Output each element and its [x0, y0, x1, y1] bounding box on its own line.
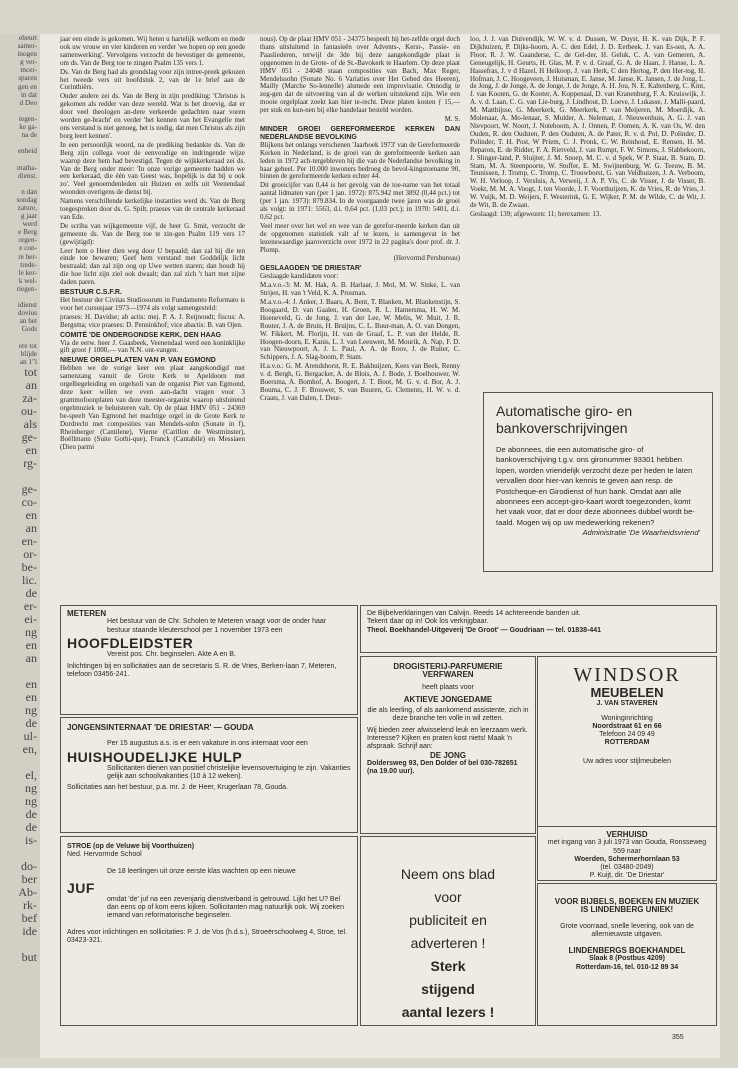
publicity-line: Sterk	[430, 958, 466, 974]
lindenberg-ad	[537, 883, 717, 1026]
ad-info: Adres voor inlichtingen en sollicitaties: P. J. de Vos (h.d.s.), Stroeërschoolweg 4, Stroe, tel. 03423-321.	[67, 928, 348, 945]
article-heading: COMITÉ 'DE ONDERGONDSE KERK, DEN HAAG	[60, 331, 222, 339]
ad-line: Tekent daar op in! Ook los verkrijgbaar.	[367, 618, 489, 626]
publicity-line: aantal lezers !	[401, 1004, 495, 1020]
publicity-lines	[367, 863, 529, 1024]
ad-line: Uw adres voor stijlmeubelen	[583, 757, 671, 765]
giro-notice	[483, 392, 713, 572]
windsor-logo: WINDSOR	[573, 664, 681, 686]
article-paragraph: H.a.v.o.: G. M. Arendshorst, R. E. Bakhuijzen, Kees van Beek, Renny v. d. Bergh, G. Bergacker, A. de Blois, A. J. Bode, J. Boelhouwer, W. Boersma, A. Bomhof, A. Boogert, J. T. Boot, M. G. v. d. Bor, A. J. Bouma, C. J. F. Brouwer, S. van Buuren, G. Clements, H. W. v. d. Craats, J. van Dalen, I. Deur-	[260, 362, 460, 402]
ad-body: Wij bieden zeer afwisselend leuk en leerzaam werk. Interesse? Kijken en praten kost niets! Maak 'n afspraak. Schrijf aan:	[367, 726, 528, 751]
ad-name: DE JONG	[429, 750, 466, 760]
ad-title: VOOR BIJBELS, BOEKEN EN MUZIEK	[554, 897, 700, 906]
ad-line: Woninginrichting	[601, 714, 653, 722]
publicity-line: voor	[434, 889, 462, 905]
article-paragraph: jaar een einde is gekomen. Wij heten u hartelijk welkom en mede ook uw vrouw en vier kinderen en verder 'we hopen op een goede samenwerking'. Vervolgens verzocht de bevestiger de gemeente, om ds. Van de Berg toe te zingen Psalm 135 vers 1.	[60, 35, 245, 67]
article-paragraph: Geslaagd: 139; afgewezen: 11; herexamen: 13.	[470, 209, 602, 218]
ad-intro: De 18 leerlingen uit onze eerste klas wachten op een nieuwe	[107, 867, 296, 875]
ad-job-title: JUF	[67, 879, 95, 896]
ad-info: Inlichtingen bij en sollicitaties aan de secretaris S. R. de Vries, Berken-laan 7, Meteren, telefoon 03456-241.	[67, 663, 337, 679]
gutter-text: ebeurt samer- inogen g ver- mcer- sparen gen en in dat d Deo tegen- ke ga- na de enheid matha- dienst. n dan sondag zature, g jaar werd e Berg orgen- e con- re her- trede- le ker- k wel- riegen- idienst dovius an het Gods ere tot blijde an 1"i	[16, 34, 37, 366]
windsor-ad	[537, 656, 717, 834]
ad-line: P. Kuijt, dir. 'De Driestar'	[589, 872, 665, 880]
ad-line: Theol. Boekhandel-Uitgeverij 'De Groot' — Goudriaan — tel. 01838-441	[367, 626, 601, 634]
ad-info: Sollicitaties aan het bestuur, p.a. mr. J. de Heer, Krugerlaan 78, Gouda.	[67, 784, 289, 792]
article-heading: GESLAAGDEN 'DE DRIESTAR'	[260, 265, 362, 273]
ad-address: Rotterdam-16, tel. 010-12 89 34	[575, 963, 679, 971]
article-paragraph: Namens verschillende kerkelijke instanties werd ds. Van de Berg toegesproken door ds. G. Spilt, praeses van de centrale kerkeraad van Ede.	[60, 197, 245, 221]
article-paragraph: Via de eerw. heer J. Gaasbeek, Veenendaal werd een koninklijke gift groot ƒ 1000,— van N.N. ont-vangen.	[60, 338, 245, 355]
article-column-1	[60, 36, 245, 453]
article-paragraph: M.a.v.o.-4: J. Anker, J. Baars, A. Bent, T. Blanken, M. Blankenstijn, S. Boogaard, D. van Gaalen, H. Groen, R. L. Hamersma, H. W. M. Hoeneveld, G. de Jong, J. van der Lee, W. Melis, W. Muit, J. R. Router, J. A. de Bruin, H. Bruijns, C. L. Buur-man, A. O. van Dongen, W. Fikkert, M. Florijn, H. van de Graaf, L. P. van der Helde, R. Hoogen-doorn, E. Kanis, L. J. van Leeuwen, M. Mourik, A. Nap, F. D. van Nieuwpoort, A. J. L. Paul, A. A. de Roov, J. de Ruiter, C. Schippers, J. A. Slag-boom, P. Stam.	[260, 298, 460, 362]
drogisterij-ad	[360, 656, 536, 834]
publicity-line: publiciteit en	[409, 912, 487, 928]
left-page-gutter	[0, 34, 40, 1058]
article-paragraph: Blijkens het onlangs verschenen 'Jaarboek 1973' van de Gereformeerde Kerken in Nederland, is de groei van de gereformeerde kerken aan leden in 1972 ach-tergebleven bij die van de Nederlandse bevolking in haar geheel. Per 10.000 inwoners bedroeg de bevol-kingstoename 90, binnen de gereformeerde kerken echter 44.	[260, 140, 460, 181]
publicity-line: stijgend	[421, 981, 475, 997]
article-paragraph: Ds. Van de Berg had als grondslag voor zijn intree-preek gekozen het tweede vers uit hoofdstuk 2, van de 1e brief aan de Corinthiërs.	[60, 67, 245, 92]
stroe-ad	[60, 836, 358, 1026]
ad-title: STROE (op de Veluwe bij Voorthuizen)	[67, 843, 195, 850]
page-number: 355	[672, 1034, 684, 1041]
article-paragraph: Dit groeicijfer van 0,44 is het gevolg van de toe-name van het totaal aantal lidmaten van (per 1 jan. 1972): 875.942 met 3892 (0,44 pct.) tot (per 1 jan. 1973): 879.834. In de voorgaande twee jaren was de groei als volgt: in 1971: 5563, d.i. 0,64 pct. (1,03 pct.); in 1970: 5401, d.i. 0,62 pct.	[260, 181, 460, 221]
article-paragraph: (Hervormd Persbureau)	[393, 254, 460, 263]
ad-body: Grote voorraad, snelle levering, ook van de allernieuwste uitgaven.	[560, 922, 694, 938]
article-paragraph: Leer hem o Heer dien weg door U bepaald; dan zal hij die ten einde toe bewaren; Geef hem verstand met Goddelijk licht bestraald; dan zal zijn oog op Uwe wetten staren; dan houdt hij die hoe licht zijn ziel ook dwaalt; dan zal zich 't hart met zijne daden paren.	[60, 246, 245, 287]
ad-line: heeft plaats voor	[422, 683, 474, 691]
ad-body: omdat 'de' juf na een zevenjarig dienstverband is getrouwd. Lijkt het U? Bel dan eens op of kom eens kijken. Sollicitanten mag natuurlijk ook. Wij zoeken iemand van reformatorische beginselen.	[107, 895, 344, 920]
ad-line: De Bijbelverklaringen van Calvijn. Reeds 14 achtereende banden uit.	[367, 610, 581, 617]
article-paragraph: In een persoonlijk woord, na de prediking bedankte ds. Van de Berg zijn collega voor de eenvoudige en indringende wijze waarop deze hem had bevestigd. Tegen de wijkkerkeraad zei ds. Van de Berg onder meer: 'In onze vorige gemeente hadden we een kerkeraad, die één van Geest was, hopelijk is dat bij u ook zo'. Veel genoemdenleden uit Huizen en zelfs uit Veenendaal woonden overigens de dienst bij.	[60, 140, 245, 197]
ad-body: Sollicitanten dienen van positief christelijke levensovertuiging te zijn. Vakanties gelijk aan schoolvakanties (10 à 12 weken).	[107, 764, 351, 780]
ad-body: die als leerling, of als aankomend assistente, zich in deze branche ten volle in wil zetten.	[367, 707, 529, 723]
driestar-ad	[60, 717, 358, 833]
ad-line: Woerden, Schermerhornlaan 53	[574, 855, 680, 863]
article-column-3	[470, 36, 705, 220]
ad-line: (tel. 03480-2049)	[600, 864, 654, 872]
ad-name: J. VAN STAVEREN	[596, 700, 658, 708]
ad-title: JONGENSINTERNAAT 'DE DRIESTAR' — GOUDA	[67, 723, 254, 732]
article-paragraph: Het bestuur der Civitas Studiosorum in Fundamento Reformato is voor het cursusjaar 1973—1974 als volgt samengesteld:	[60, 296, 245, 312]
verhuisd-ad	[537, 826, 717, 881]
article-paragraph: Geslaagde kandidaten voor:	[260, 272, 339, 281]
giro-body: De abonnees, die een automatische giro- of bankoverschijving t.g.v. ons gironummer 93301 hebben lopen, worden vriendelijk verzocht deze per heden te laten vervallen door hier-van kennis te geven aan resp. de Postcheque-en Girodienst of hun bank. Omdat aan alle abonnees een accept-giro-kaart wordt toegezonden, komt het vaak voor, dat er door deze abonnees dubbel wordt be-taald. Mogen wij op uw medewerking rekenen?	[496, 445, 695, 527]
article-heading: MINDER GROEI GEREFORMEERDE KERKEN DAN NEDERLANDSE BEVOLKING	[260, 125, 460, 141]
publicity-line: Neem ons blad	[400, 866, 496, 882]
ad-name: LINDENBERGS BOEKHANDEL	[568, 946, 686, 956]
article-paragraph: De scriba van wijkgemeente vijf, de heer G. Smit, verzocht de gemeente ds. Van de Berg toe te zin-gen Psalm 119 vers 17 (gewijzigd):	[60, 221, 245, 246]
article-paragraph: loo, J. J. van Duivendijk, W. W. v. d. Dussen, W. Duyst, H. K. van Dijk, P. F. Dijkhuizen, P. Dijks-hoorn, A. C. den Edel, J. D. Eerbeek, J. van Es-sen, A. A. Floor, R. J. W. Gaanderse, C. de Gel-der, H. Geluk, C. A. van Gemeren, A. Geneugelijk, H. Geurts, H. Glas, M. P. v. d. Graaf, G. A. de Haan, J. Hanse, L. A. Hassefras, J. v d Hazel, H Heikoop, J. van Herk, C den Hertog, P. den Her-tog, H. Hofman, J. C. Hoogeveen, J. Huisman, E. Janse, M. Janse, K. Jansen, J. de Jong, L. de Jong, J. de Jonge, A. de Jonge, J. de Jonge, A. H. Jou, N. E. Kaltenberg, C. Kint, J. van Kooten, G. de Kooter, A. Koppenaal, D. van Kranenburg, F. A. Kruiswijk, J. A. v. d. Laan, C. G. van Lie-burg, J. Lindhout, D. Loeve, J. Lukasse, J. Malli-paard, M. Matthijsse, G. Meerkerk, G. Meerkerk, P. van Meijeren, M. Moerdijk, A. Molenaar, A. Mo-lenaar, S. Mulder, A. Neleman, J. Nieuwenhuis, A. G. J. van Nievpoort, W. Noort, J. Noteboom, A. J. Onnen, P. Oomen, A. K. van Os, W. den Ouden, R. den Oudsten, P. den Oudsten, A. de Pater, R. v. d. Pol, D. Polinder, D. Polinder, T. H. Post, W Priem, C. J. Pronk, C. W. Reinhoud, E. Rensen, H. M. Reparon, E. de Ridder, F. A. Rietveld, J. van Rumpt, F. W. Simons, J. Slabbekoorn, J. Slinger-land, P. Sluijter, J. M. Snoep, M. C. v. d Spek, W P. Staat, B. Stam, D. Stam, M. A. Steenpoorte, W. Stoffer, E. M. Swijnenburg, W. G. Teeuw, B. M. Teunissen, J. Tromp, C. Tromp, C. Trouwborst, G. van Veldhuizen, J. A. Verboom, W. H. Verloop, J. Versluis, A. Verweij, J. A. P. Vis, C. de Visser, J. de Visser, B. Voekt, M. M. A. Voogt, J. ten Voorde, J. F. Voorthuijzen, K. de Vries, R. de Vries, J. W. Vuijk, M. D. Weijers, F. Westerink, G. E. Wijker, P. M. de Wilde, C. de Wit, J. de Wit, B. de Zwaan.	[470, 35, 705, 210]
ad-place: METEREN	[67, 609, 107, 618]
article-paragraph: Hebben we de vorige keer een plaat aangekondigd met samenzang vanuit de Grote Kerk te Apeldoorn met orgelbegeleiding en orgelsoli van de organist Piet van Egmond, deze keer willen we even aan-dacht vragen voor 3 grammofoonplaten van deze meester-organist waarop uitsluitend orgelmuziek te beluisteren valt. Op de plaat HMV 051 - 24369 be-speelt Van Egmond het machtige orgel in de Grote Kerk te Dordrecht met composities van Mendels-sohn (Sonate in f), Rheinberger (Cantilene), Vierne (Carillon de Westminster), Boëllmann (Suite Gothi-que), Franck (Cantabile) en Messiaen (Dieu parmi	[60, 364, 245, 452]
article-paragraph: M. S.	[444, 115, 460, 124]
ad-job-title: AKTIEVE JONGEDAME	[403, 694, 493, 704]
article-paragraph: Onder andere zei ds. Van de Berg in zijn prediking: 'Christus is gekomen als redder van deze wereld. Wat is het droevig, dat er door veel theologen an-dere verkeerde gedachten naar voren worden ge-bracht' en verder 'het kennen van het Evangelie met ons verstand is niet genoeg, het is nodig, dat men Christus als zijn borg leert kennen'.	[60, 92, 245, 140]
ad-address: Doldersweg 93, Den Dolder of bel 030-782651 (na 19.00 uur).	[367, 759, 518, 776]
article-heading: NIEUWE ORGELPLATEN VAN P. VAN EGMOND	[60, 357, 216, 365]
ad-line: Noordstraat 61 en 66	[592, 722, 662, 730]
giro-title: Automatische giro- en bankoverschrijvingen	[496, 403, 633, 436]
publicity-ad	[360, 836, 536, 1026]
ad-title: MEUBELEN	[590, 685, 664, 701]
ad-job-title: HUISHOUDELIJKE HULP	[67, 748, 243, 765]
ad-title: DROGISTERIJ-PARFUMERIE VERFWAREN	[393, 662, 503, 680]
ad-title: VERHUISD	[606, 830, 648, 839]
meteren-ad	[60, 605, 358, 715]
article-heading: BESTUUR C.S.F.R.	[60, 289, 122, 297]
giro-signature: Administratie 'De Waarheidsvriend'	[582, 528, 700, 538]
bijbel-ad	[360, 605, 717, 653]
ad-intro: Per 15 augustus a.s. is er een vakature in ons internaat voor een	[107, 740, 308, 748]
ad-line: ROTTERDAM	[604, 739, 650, 747]
ad-subtitle: Ned. Hervormde School	[67, 851, 142, 859]
article-paragraph: Veel meer over het wel en wee van de gerefor-meerde kerken dan uit de opgenomen statistiek valt af te lezen, is samengevat in het lezenswaardige jaaroverzicht over 1972 in 22 pagina's door prof. dr. J. Plomp.	[260, 221, 460, 254]
article-column-2	[260, 36, 460, 404]
ad-intro: Het bestuur van de Chr. Scholen te Meteren vraagt voor de onder haar bestuur staande kleuterschool per 1 november 1973 een	[107, 618, 327, 634]
article-paragraph: praeses: H. Davidse; ab actis: mej. P. A. J. Reijnoudt; fiscus: A. Bergsma; vice praeses: D. Penninkhof; vice abactis: B. van Ojen.	[60, 312, 245, 329]
article-paragraph: nous). Op de plaat HMV 051 - 24375 bespeelt hij het-zelfde orgel doch thans uitsluitend in fantasieën over Advents-, Kerst-, Passie- en Paasliederen, terwijl de 3de bij deze aangekondigde plaat is opgenomen in de Grote- of de St.-Bavokerk te Haarlem. Op deze plaat HMV 051 - 24048 staan composities van Bach, Max Reger, Mendelssohn (Sonate No. 6 Variaties over Het Gebed des Heeren), Mailly (Marche So-lennelle) alsmede een improvisatie. Onnodig te zeg-gen dat de uitvoering van al de werken uitstekend zijn. Wie een mooie orgelplaat zoekt kan hier te-recht. Deze platen kosten ƒ 15,— per stuk en kun-nen bij elke handelaar besteld worden.	[260, 35, 460, 115]
article-paragraph: M.a.v.o.-3: M. M. Hak, A. B. Harlaar, J. Mol, M. W. Sinke, L. van Strijen, H. van 't Veld, K. A. Prosman.	[260, 281, 460, 298]
publicity-line: adverteren !	[410, 935, 486, 951]
gutter-text-large: tot an za- ou- als ge- en rg- ge- co- en an en- or- be- lic. de er- ei- ng en an en en ng de ul- en, el, ng ng de de is- do- ber Ab- rk- bef ide but	[18, 364, 37, 964]
ad-line: met ingang van 3 juli 1973 van Gouda, Ronsseweg 559 naar	[547, 839, 707, 855]
ad-line: Telefoon 24 09 49	[599, 731, 655, 739]
ad-address: Slaak 8 (Postbus 4209)	[589, 955, 665, 963]
ad-requirements: Vereist pos. Chr. beginselen. Akte A en B.	[107, 650, 236, 658]
ad-title: IS LINDENBERG UNIEK!	[580, 905, 674, 915]
ad-job-title: HOOFDLEIDSTER	[67, 634, 194, 651]
